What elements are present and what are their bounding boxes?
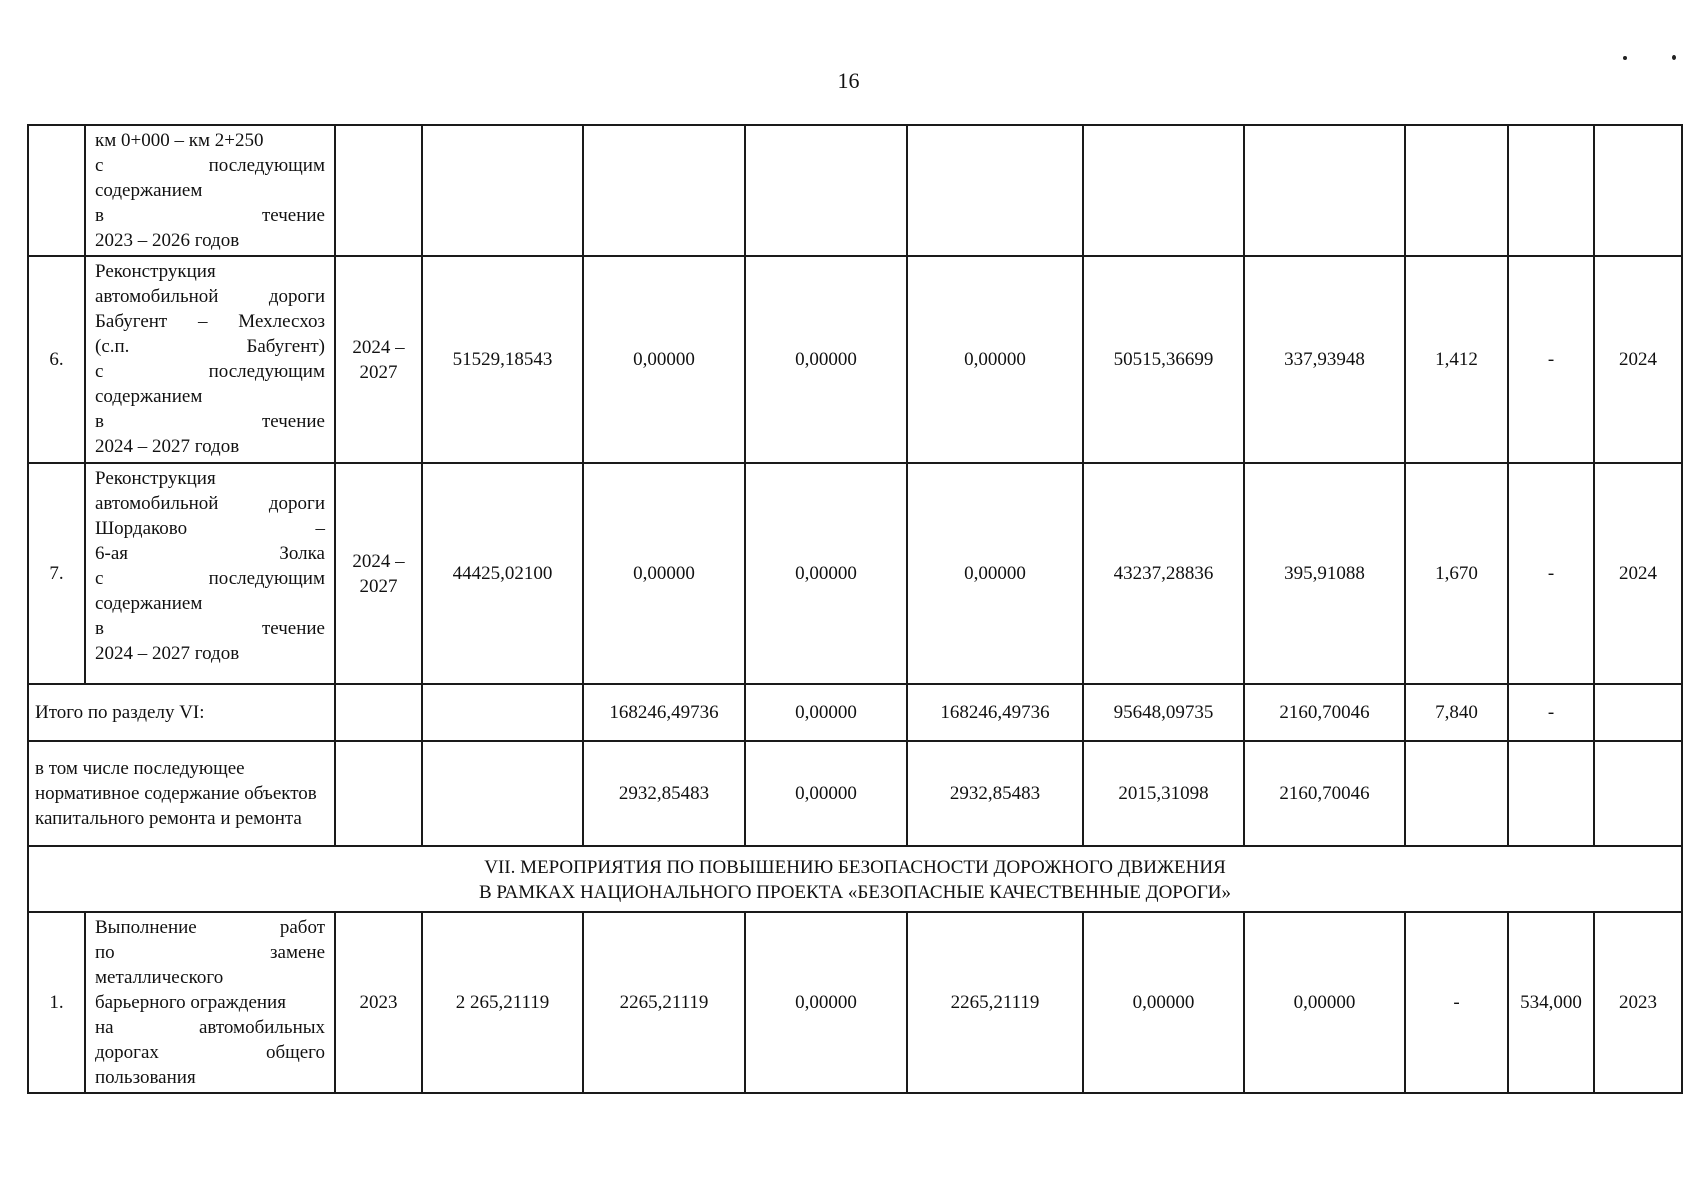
item-name-word: содержанием (95, 593, 203, 614)
item-name-line (95, 641, 325, 666)
maintenance-period (335, 741, 422, 846)
item-name-word: 2024 – 2027 годов (95, 643, 240, 664)
item-name-word: течение (261, 618, 325, 639)
item-value: 0,00000 (745, 912, 907, 1093)
item-name-line (95, 965, 325, 990)
maintenance-value: 0,00000 (745, 741, 907, 846)
item-number (28, 125, 85, 256)
item-name-word: Бабугент (95, 311, 168, 332)
item-name-word: последующим (208, 361, 325, 382)
item-name-line (95, 516, 325, 541)
item-name-line (95, 591, 325, 616)
item-name-line (95, 359, 325, 384)
item-name-line (95, 334, 325, 359)
item-name-word: течение (261, 411, 325, 432)
item-name-line (95, 384, 325, 409)
item-name (85, 256, 335, 463)
maintenance-row (28, 741, 1682, 846)
item-name-word: последующим (208, 155, 325, 176)
item-name-word: замене (270, 942, 325, 963)
item-value: 0,00000 (745, 256, 907, 463)
item-name-line (95, 1015, 325, 1040)
item-name-line (95, 434, 325, 459)
item-m (1508, 125, 1594, 256)
item-name-word: с (95, 361, 104, 382)
item-value: 0,00000 (583, 463, 745, 684)
total-period (335, 684, 422, 741)
item-name-line (95, 466, 325, 491)
item-name-line (95, 153, 325, 178)
item-value: 50515,36699 (1083, 256, 1244, 463)
item-period: 2024 – 2027 (335, 463, 422, 684)
item-name-word: по (95, 942, 115, 963)
item-name-word: течение (261, 205, 325, 226)
item-km: 1,412 (1405, 256, 1508, 463)
item-name-line (95, 409, 325, 434)
item-name-word: на (95, 1017, 114, 1038)
item-value: 0,00000 (1083, 912, 1244, 1093)
item-total-cost: 51529,18543 (422, 256, 583, 463)
section-heading-row (28, 846, 1682, 912)
item-name-word: Мехлесхоз (238, 311, 325, 332)
item-m: - (1508, 256, 1594, 463)
total-row (28, 684, 1682, 741)
item-name-word: Золка (279, 543, 325, 564)
maintenance-value: 2932,85483 (583, 741, 745, 846)
page-number: 16 (837, 68, 860, 93)
item-year (1594, 125, 1682, 256)
total-value: 0,00000 (745, 684, 907, 741)
item-name-word: Реконструкция (95, 261, 216, 282)
program-table (27, 124, 1683, 1094)
item-name-line (95, 491, 325, 516)
item-value: 0,00000 (907, 463, 1083, 684)
item-name-word: работ (279, 917, 325, 938)
item-value (1083, 125, 1244, 256)
item-name-word: 6-ая (95, 543, 128, 564)
item-name-word: – (315, 518, 325, 539)
scan-speck (1672, 55, 1676, 60)
maintenance-cost (422, 741, 583, 846)
item-name-word: общего (265, 1042, 325, 1063)
maintenance-value: 2160,70046 (1244, 741, 1405, 846)
item-name-line (95, 284, 325, 309)
item-name-line (95, 566, 325, 591)
total-value: 95648,09735 (1083, 684, 1244, 741)
item-name-line (95, 228, 325, 253)
maintenance-km (1405, 741, 1508, 846)
total-km: 7,840 (1405, 684, 1508, 741)
item-name-word: дороги (268, 493, 325, 514)
item-value: 2265,21119 (583, 912, 745, 1093)
item-name-word: автомобильных (198, 1017, 325, 1038)
item-name-word: в (95, 618, 104, 639)
total-value: 168246,49736 (907, 684, 1083, 741)
item-name-word: Реконструкция (95, 468, 216, 489)
item-value (1244, 125, 1405, 256)
item-name-line (95, 915, 325, 940)
section-heading (28, 846, 1682, 912)
item-name-word: автомобильной (95, 286, 219, 307)
maintenance-value: 2015,31098 (1083, 741, 1244, 846)
item-name (85, 912, 335, 1093)
item-period: 2024 – 2027 (335, 256, 422, 463)
item-name-line (95, 128, 325, 153)
item-name-word: – (198, 311, 208, 332)
item-name (85, 463, 335, 684)
total-m: - (1508, 684, 1594, 741)
table-row (28, 125, 1682, 256)
item-name-line (95, 309, 325, 334)
item-name-line (95, 616, 325, 641)
item-km: - (1405, 912, 1508, 1093)
item-total-cost (422, 125, 583, 256)
item-name-line (95, 1040, 325, 1065)
item-name-word: барьерного ограждения (95, 992, 286, 1013)
item-name-line (95, 178, 325, 203)
item-value (583, 125, 745, 256)
total-cost (422, 684, 583, 741)
item-name-line (95, 990, 325, 1015)
item-name (85, 125, 335, 256)
item-total-cost: 2 265,21119 (422, 912, 583, 1093)
item-name-word: Шордаково (95, 518, 188, 539)
item-name-word: автомобильной (95, 493, 219, 514)
scan-speck (1623, 56, 1627, 60)
item-value: 395,91088 (1244, 463, 1405, 684)
item-value (745, 125, 907, 256)
item-name-word: 2023 – 2026 годов (95, 230, 240, 251)
section-heading-line: В РАМКАХ НАЦИОНАЛЬНОГО ПРОЕКТА «БЕЗОПАСНЫЕ КАЧЕСТВЕННЫЕ ДОРОГИ» (478, 882, 1232, 903)
item-name-word: содержанием (95, 180, 203, 201)
item-value: 43237,28836 (1083, 463, 1244, 684)
item-m: 534,000 (1508, 912, 1594, 1093)
item-name-word: км 0+000 – км 2+250 (95, 130, 264, 151)
total-label: Итого по разделу VI: (28, 684, 335, 741)
item-year: 2024 (1594, 463, 1682, 684)
item-name-word: содержанием (95, 386, 203, 407)
table-row (28, 256, 1682, 463)
item-name-word: дорогах (95, 1042, 159, 1063)
item-name-word: (с.п. (95, 336, 130, 357)
item-value: 0,00000 (907, 256, 1083, 463)
item-name-line (95, 1065, 325, 1090)
item-total-cost: 44425,02100 (422, 463, 583, 684)
item-number: 7. (28, 463, 85, 684)
item-m: - (1508, 463, 1594, 684)
item-value: 0,00000 (583, 256, 745, 463)
item-name-line (95, 940, 325, 965)
item-name-word: Бабугент) (246, 336, 325, 357)
item-year: 2024 (1594, 256, 1682, 463)
item-name-word: Выполнение (95, 917, 197, 938)
maintenance-m (1508, 741, 1594, 846)
total-value: 2160,70046 (1244, 684, 1405, 741)
item-name-word: последующим (208, 568, 325, 589)
item-year: 2023 (1594, 912, 1682, 1093)
item-name-word: с (95, 155, 104, 176)
table-row (28, 463, 1682, 684)
item-name-word: металлического (95, 967, 224, 988)
total-year (1594, 684, 1682, 741)
item-km: 1,670 (1405, 463, 1508, 684)
maintenance-label: в том числе последующее нормативное содержание объектов капитального ремонта и ремонта (28, 741, 335, 846)
item-name-word: в (95, 205, 104, 226)
item-value: 0,00000 (745, 463, 907, 684)
maintenance-year (1594, 741, 1682, 846)
item-value: 337,93948 (1244, 256, 1405, 463)
item-name-line (95, 259, 325, 284)
item-name-word: 2024 – 2027 годов (95, 436, 240, 457)
item-name-word: дороги (268, 286, 325, 307)
maintenance-value: 2932,85483 (907, 741, 1083, 846)
item-number: 6. (28, 256, 85, 463)
item-period: 2023 (335, 912, 422, 1093)
item-name-word: в (95, 411, 104, 432)
item-name-line (95, 203, 325, 228)
item-km (1405, 125, 1508, 256)
item-name-word: пользования (95, 1067, 196, 1088)
item-name-word: с (95, 568, 104, 589)
item-number: 1. (28, 912, 85, 1093)
item-period (335, 125, 422, 256)
section-heading-line: VII. МЕРОПРИЯТИЯ ПО ПОВЫШЕНИЮ БЕЗОПАСНОСТИ ДОРОЖНОГО ДВИЖЕНИЯ (484, 857, 1226, 878)
total-value: 168246,49736 (583, 684, 745, 741)
item-name-line (95, 541, 325, 566)
item-value (907, 125, 1083, 256)
table-row (28, 912, 1682, 1093)
item-value: 2265,21119 (907, 912, 1083, 1093)
item-value: 0,00000 (1244, 912, 1405, 1093)
